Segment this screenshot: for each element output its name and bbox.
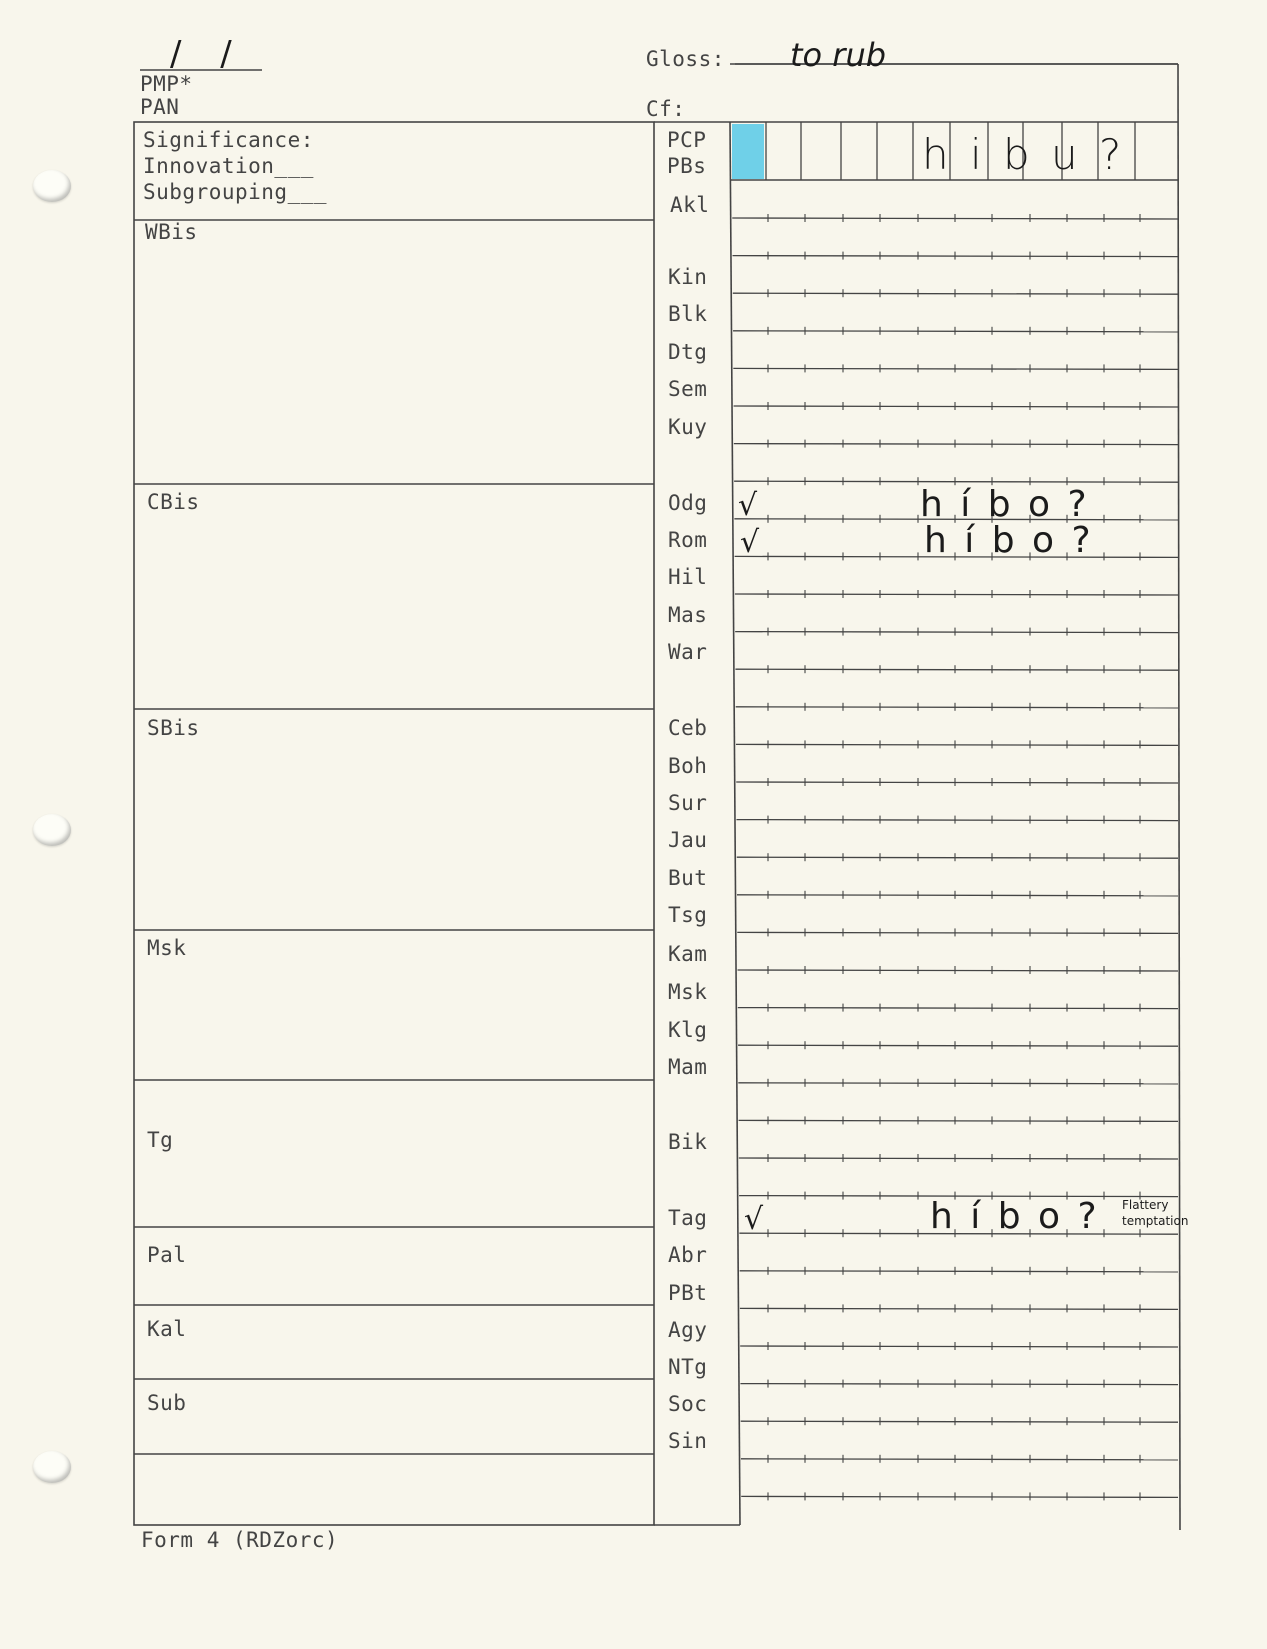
ruled-line <box>736 820 1178 821</box>
ruled-line <box>740 1346 1178 1347</box>
lang-bik: Bik <box>668 1130 708 1154</box>
ruled-line <box>738 970 1178 971</box>
form-label: Form 4 (RDZorc) <box>141 1528 339 1552</box>
lang-odg: Odg <box>668 491 708 515</box>
entry-pbs-form: h i b u ? <box>922 130 1126 179</box>
date-slashes: / / <box>170 34 246 74</box>
group-label-sub: Sub <box>147 1391 187 1415</box>
group-label-wbis: WBis <box>145 220 198 244</box>
lang-mam: Mam <box>668 1055 708 1079</box>
lang-ntg: NTg <box>668 1355 708 1379</box>
lang-war: War <box>668 640 708 664</box>
lang-abr: Abr <box>668 1243 708 1267</box>
lang-kam: Kam <box>668 942 708 966</box>
ruled-line <box>737 857 1178 858</box>
lang-sem: Sem <box>668 377 708 401</box>
lang-sin: Sin <box>668 1429 708 1453</box>
lang-boh: Boh <box>668 754 708 778</box>
group-label-cbis: CBis <box>147 490 200 514</box>
gloss-label: Gloss: <box>646 47 725 71</box>
ruled-line <box>740 1384 1178 1385</box>
ruled-line <box>741 1496 1178 1497</box>
ruled-line <box>736 744 1178 745</box>
lang-blk: Blk <box>668 302 708 326</box>
entry-odg-check: √ <box>738 488 758 523</box>
lang-pcp: PCP <box>667 128 707 152</box>
ruled-line <box>733 368 1178 369</box>
ruled-line <box>741 1421 1178 1422</box>
ruled-line <box>737 932 1178 933</box>
lang-rom: Rom <box>668 528 708 552</box>
ruled-line <box>740 1308 1178 1309</box>
significance-title: Significance: <box>143 128 314 152</box>
entry-rom-form: h í b o ? <box>924 520 1094 561</box>
lang-dtg: Dtg <box>668 340 708 364</box>
group-label-pal: Pal <box>147 1243 187 1267</box>
lang-agy: Agy <box>668 1318 708 1342</box>
lang-msk: Msk <box>668 980 708 1004</box>
ruled-line <box>734 481 1178 482</box>
group-label-sbis: SBis <box>147 716 200 740</box>
lang-soc: Soc <box>668 1392 708 1416</box>
ruled-line <box>738 1008 1178 1009</box>
ruled-line <box>736 782 1178 783</box>
entry-tag-check: √ <box>744 1202 764 1237</box>
ruled-line <box>735 594 1178 595</box>
proto-label-pmp: PMP* <box>140 72 193 96</box>
ruled-line <box>741 1459 1178 1460</box>
ruled-line <box>736 707 1178 708</box>
lang-akl: Akl <box>670 193 710 217</box>
lang-kin: Kin <box>668 265 708 289</box>
subgrouping-label: Subgrouping___ <box>143 180 328 204</box>
entry-tag-note-1: Flattery <box>1122 1198 1169 1212</box>
group-label-msk: Msk <box>147 936 187 960</box>
ruled-line <box>738 1083 1178 1084</box>
innovation-label: Innovation___ <box>143 154 314 178</box>
lang-jau: Jau <box>668 828 708 852</box>
ruled-line <box>734 444 1178 445</box>
proto-label-pan: PAN <box>140 95 180 119</box>
lang-but: But <box>668 866 708 890</box>
lang-pbt: PBt <box>668 1281 708 1305</box>
lang-tsg: Tsg <box>668 903 708 927</box>
lang-tag: Tag <box>668 1206 708 1230</box>
lang-sur: Sur <box>668 791 708 815</box>
gloss-value: to rub <box>790 36 887 74</box>
ruled-line <box>735 632 1178 633</box>
lang-klg: Klg <box>668 1018 708 1042</box>
entry-rom-check: √ <box>740 525 760 560</box>
ruled-line <box>738 1045 1178 1046</box>
lang-pbs: PBs <box>667 154 707 178</box>
ruled-line <box>734 406 1178 407</box>
lang-ceb: Ceb <box>668 716 708 740</box>
ruled-line <box>735 669 1178 670</box>
ruled-line <box>737 895 1178 896</box>
cf-label: Cf: <box>646 97 686 121</box>
group-label-tg: Tg <box>147 1128 174 1152</box>
highlight-cell <box>732 124 764 179</box>
lang-hil: Hil <box>668 565 708 589</box>
lang-mas: Mas <box>668 603 708 627</box>
entry-tag-form: h í b o ? <box>930 1196 1100 1237</box>
entry-odg-form: h í b o ? <box>920 484 1090 525</box>
group-label-kal: Kal <box>147 1317 187 1341</box>
lang-kuy: Kuy <box>668 415 708 439</box>
entry-tag-note-2: temptation <box>1122 1214 1189 1228</box>
